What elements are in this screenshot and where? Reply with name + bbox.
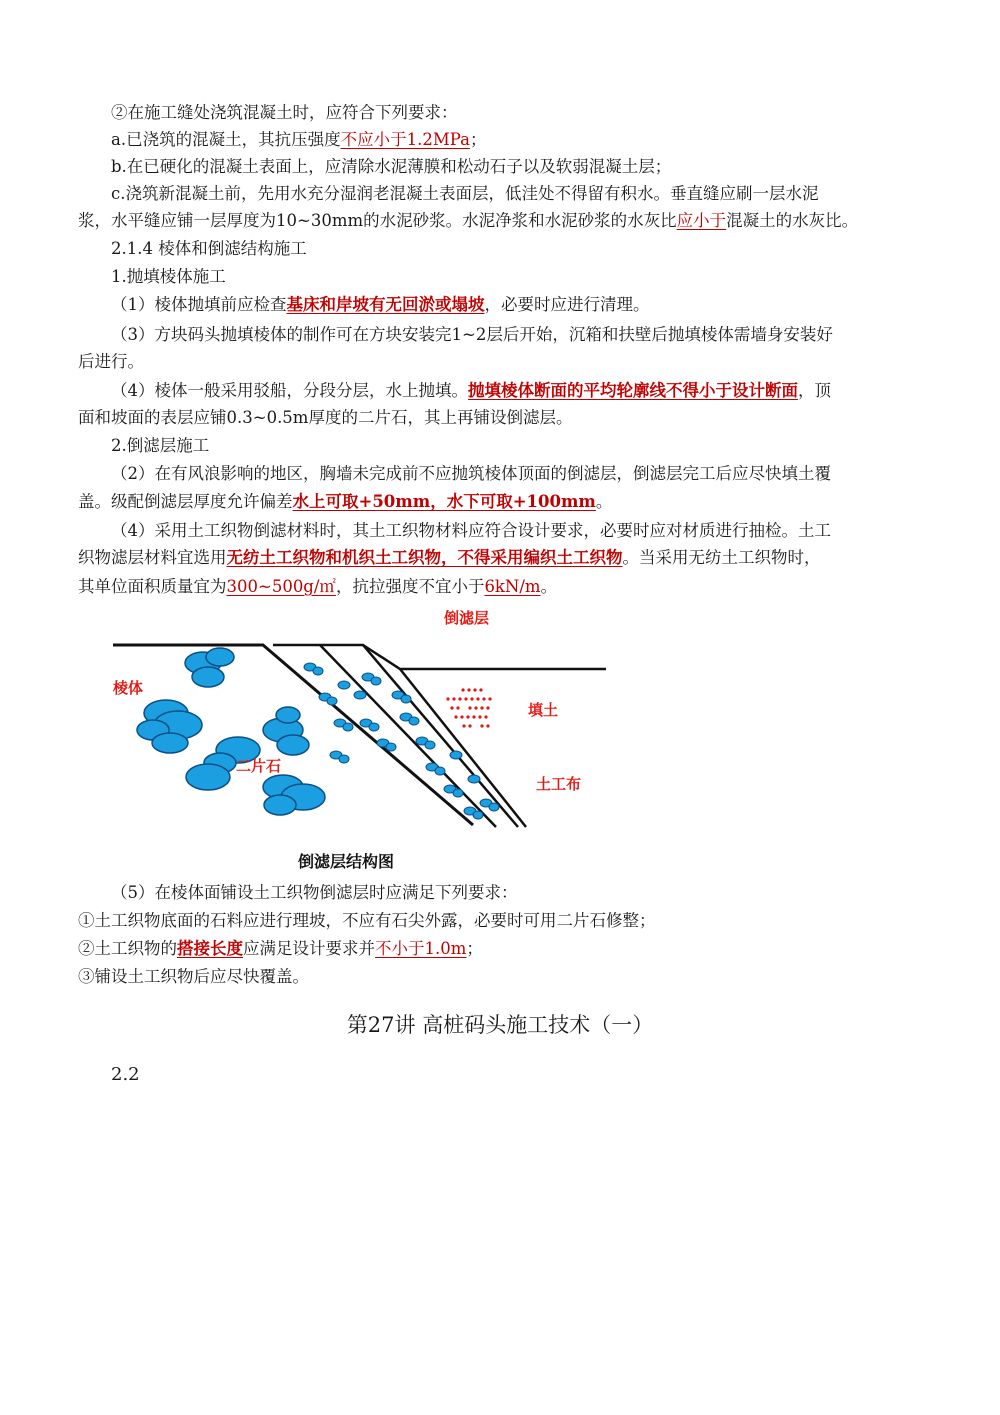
text: 。当采用无纺土工织物时， xyxy=(622,548,821,567)
para-filter-4: （4）采用土工织物倒滤材料时，其土工织物材料应符合设计要求，必要时应对材质进行抽检。土工 xyxy=(111,521,831,540)
stone xyxy=(435,767,445,775)
para-item-a xyxy=(111,127,486,153)
dot xyxy=(476,697,479,700)
dot xyxy=(473,688,476,691)
filter-inner-line xyxy=(320,645,496,827)
subsection-title-filter: 2.倒滤层施工 xyxy=(111,436,210,455)
label-filter-layer: 倒滤层 xyxy=(444,609,490,627)
section-title-2-1-4: 2.1.4 棱体和倒滤结构施工 xyxy=(111,239,307,258)
dot xyxy=(458,697,461,700)
dot xyxy=(467,688,470,691)
para-prism-3: （3）方块码头抛填棱体的制作可在方块安装完1~2层后开始，沉箱和扶壁后抛填棱体需墙身安装好 xyxy=(111,325,833,344)
text: 其单位面积质量宜为 xyxy=(78,577,227,596)
label-prism: 棱体 xyxy=(113,679,144,697)
stone xyxy=(453,789,463,797)
stone xyxy=(425,741,435,749)
subsection-title-prism: 1.抛填棱体施工 xyxy=(111,267,226,286)
dot xyxy=(446,697,449,700)
text: （1）棱体抛填前应检查 xyxy=(111,295,287,314)
dot xyxy=(478,715,481,718)
para-item-c-cont xyxy=(78,208,858,234)
stone xyxy=(369,723,379,731)
text: ； xyxy=(469,130,487,149)
para-filter-2-cont xyxy=(78,489,612,515)
highlight-overlap: 搭接长度 xyxy=(177,939,243,958)
dot xyxy=(460,715,463,718)
dot xyxy=(474,706,477,709)
para-filter-4-cont xyxy=(78,545,821,571)
dot xyxy=(461,688,464,691)
stone xyxy=(468,775,480,783)
lecture-heading: 第27讲 高桩码头施工技术（一） xyxy=(346,1013,654,1037)
filter-stones xyxy=(304,663,499,819)
para-filter-4-cont2 xyxy=(78,574,557,600)
highlight-profile: 抛填棱体断面的平均轮廓线不得小于设计断面 xyxy=(468,381,798,400)
highlight-fabric-type: 无纺土工织物和机织土工织物，不得采用编织土工织物 xyxy=(226,548,623,567)
dot xyxy=(479,688,482,691)
text: 浆，水平缝应铺一层厚度为10~30mm的水泥砂浆。水泥净浆和水泥砂浆的水灰比 xyxy=(78,211,677,230)
stone xyxy=(313,667,323,675)
highlight-tolerance: 水上可取+50mm，水下可取+100mm xyxy=(292,492,596,511)
dot xyxy=(470,697,473,700)
text: a.已浇筑的混凝土，其抗压强度 xyxy=(111,130,341,149)
text: 混凝土的水灰比。 xyxy=(726,211,859,230)
text: ，抗拉强度不宜小于 xyxy=(335,577,485,596)
dot xyxy=(454,715,457,718)
label-fill-soil: 填土 xyxy=(528,701,559,719)
stone xyxy=(277,735,309,755)
para-fabric-req-3: ③铺设土工织物后应尽快覆盖。 xyxy=(78,967,309,986)
stone xyxy=(354,691,366,699)
text: ，必要时应进行清理。 xyxy=(484,295,650,314)
stone xyxy=(327,697,337,705)
stone xyxy=(409,717,419,725)
fill-soil-dots xyxy=(446,688,491,727)
fill-surface-line xyxy=(363,645,606,669)
para-filter-2: （2）在有风浪影响的地区，胸墙未完成前不应抛筑棱体顶面的倒滤层，倒滤层完工后应尽快填土覆 xyxy=(111,464,831,483)
stone xyxy=(276,707,300,723)
para-fabric-req-2 xyxy=(78,936,483,962)
text: 。 xyxy=(595,492,613,511)
para-item-b: b.在已硬化的混凝土表面上，应清除水泥薄膜和松动石子以及软弱混凝土层； xyxy=(111,157,672,176)
text: ②土工织物的 xyxy=(78,939,177,958)
highlight-overlap-length: 不小于1.0m xyxy=(375,939,467,958)
label-stone: 二片石 xyxy=(236,757,282,775)
dot xyxy=(464,697,467,700)
para-fabric-5: （5）在棱体面铺设土工织物倒滤层时应满足下列要求： xyxy=(111,883,518,902)
stone xyxy=(152,733,188,753)
para-prism-4 xyxy=(111,378,831,404)
highlight-strength: 不应小于1.2MPa xyxy=(340,130,470,149)
dot xyxy=(452,697,455,700)
highlight-check: 基床和岸坡有无回淤或塌坡 xyxy=(286,295,485,314)
stone xyxy=(343,723,353,731)
stone xyxy=(192,667,224,687)
dot xyxy=(468,706,471,709)
dot xyxy=(484,715,487,718)
dot xyxy=(486,706,489,709)
para-prism-3-cont: 后进行。 xyxy=(78,352,144,371)
para-construction-joint-intro: ②在施工缝处浇筑混凝土时，应符合下列要求： xyxy=(111,103,458,122)
dot xyxy=(480,706,483,709)
stone xyxy=(386,743,396,751)
text: 应满足设计要求并 xyxy=(243,939,375,958)
highlight-mass: 300~500g/㎡ xyxy=(226,577,336,596)
dot xyxy=(462,724,465,727)
dot xyxy=(472,715,475,718)
dot xyxy=(488,697,491,700)
text: 织物滤层材料宜选用 xyxy=(78,548,227,567)
text: ； xyxy=(466,939,483,958)
stone xyxy=(401,695,411,703)
para-prism-4-cont: 面和坡面的表层应铺0.3~0.5m厚度的二片石，其上再铺设倒滤层。 xyxy=(78,408,573,427)
stone xyxy=(186,764,230,790)
stone xyxy=(264,795,296,815)
label-geotextile: 土工布 xyxy=(536,775,582,793)
text: 。 xyxy=(540,577,558,596)
dot xyxy=(482,697,485,700)
highlight-ratio: 应小于 xyxy=(676,211,727,230)
text: （4）棱体一般采用驳船，分段分层，水上抛填。 xyxy=(111,381,468,400)
text: 盖。级配倒滤层厚度允许偏差 xyxy=(78,492,293,511)
dot xyxy=(486,724,489,727)
para-fabric-req-1: ①土工织物底面的石料应进行理坡，不应有石尖外露，必要时可用二片石修整； xyxy=(78,911,656,930)
stone xyxy=(371,677,381,685)
stone xyxy=(489,803,499,811)
para-prism-1 xyxy=(111,292,650,318)
stone xyxy=(450,751,462,759)
figure-caption: 倒滤层结构图 xyxy=(298,852,395,871)
highlight-tensile: 6kN/m xyxy=(484,577,541,596)
dot xyxy=(450,706,453,709)
dot xyxy=(480,724,483,727)
dot xyxy=(456,706,459,709)
stone xyxy=(206,648,234,666)
stone xyxy=(339,755,349,763)
stone xyxy=(473,811,483,819)
para-item-c: c.浇筑新混凝土前，先用水充分湿润老混凝土表面层，低洼处不得留有积水。垂直缝应刷一层水泥 xyxy=(111,184,819,203)
dot xyxy=(466,715,469,718)
stone xyxy=(338,681,350,689)
filter-layer-diagram xyxy=(108,605,628,877)
text: ，顶 xyxy=(798,381,831,400)
dot xyxy=(468,724,471,727)
section-number: 2.2 xyxy=(111,1064,140,1085)
